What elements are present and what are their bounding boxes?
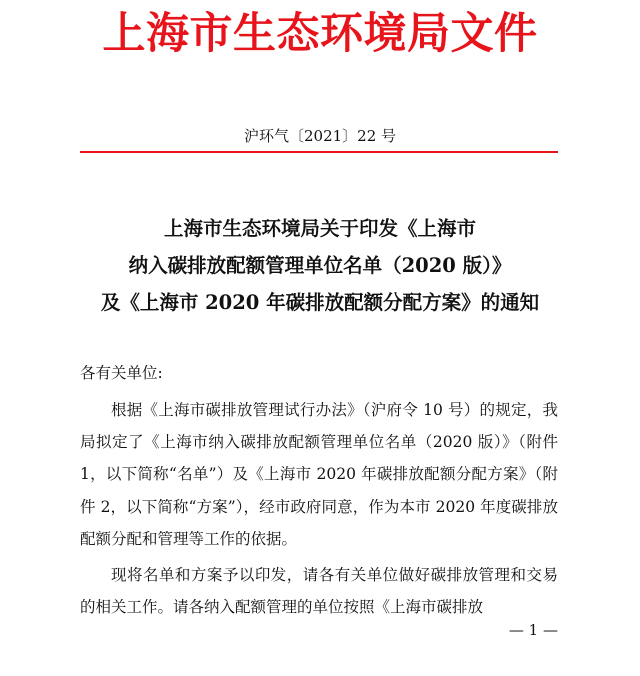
body-paragraph-2: 现将名单和方案予以印发，请各有关单位做好碳排放管理和交易的相关工作。请各纳入配额管理的单位按照《上海市碳排放 bbox=[80, 566, 558, 617]
title-line-3: 及《上海市 2020 年碳排放配额分配方案》的通知 bbox=[100, 291, 540, 314]
title-line-1: 上海市生态环境局关于印发《上海市 bbox=[163, 217, 476, 240]
red-divider-line bbox=[80, 151, 558, 153]
page-number: — 1 — bbox=[508, 621, 558, 639]
title-line-2: 纳入碳排放配额管理单位名单（2020 版）》 bbox=[128, 254, 512, 277]
body-text bbox=[80, 394, 558, 623]
salutation: 各有关单位: bbox=[80, 364, 163, 382]
body-paragraph-1: 根据《上海市碳排放管理试行办法》（沪府令 10 号）的规定，我局拟定了《上海市纳入碳排放配额管理单位名单（2020 版）》（附件 1，以下简称“名单”）及《上海市 2020 年碳排放配额分配方案》（附件 2，以下简称“方案”），经市政府同意，作为本市 2020 年度碳排放配额分配和管理等工作的依据。 bbox=[80, 401, 558, 548]
document-number: 沪环气〔2021〕22 号 bbox=[243, 127, 397, 145]
document-title bbox=[0, 210, 640, 321]
issuer-header: 上海市生态环境局文件 bbox=[102, 9, 538, 59]
